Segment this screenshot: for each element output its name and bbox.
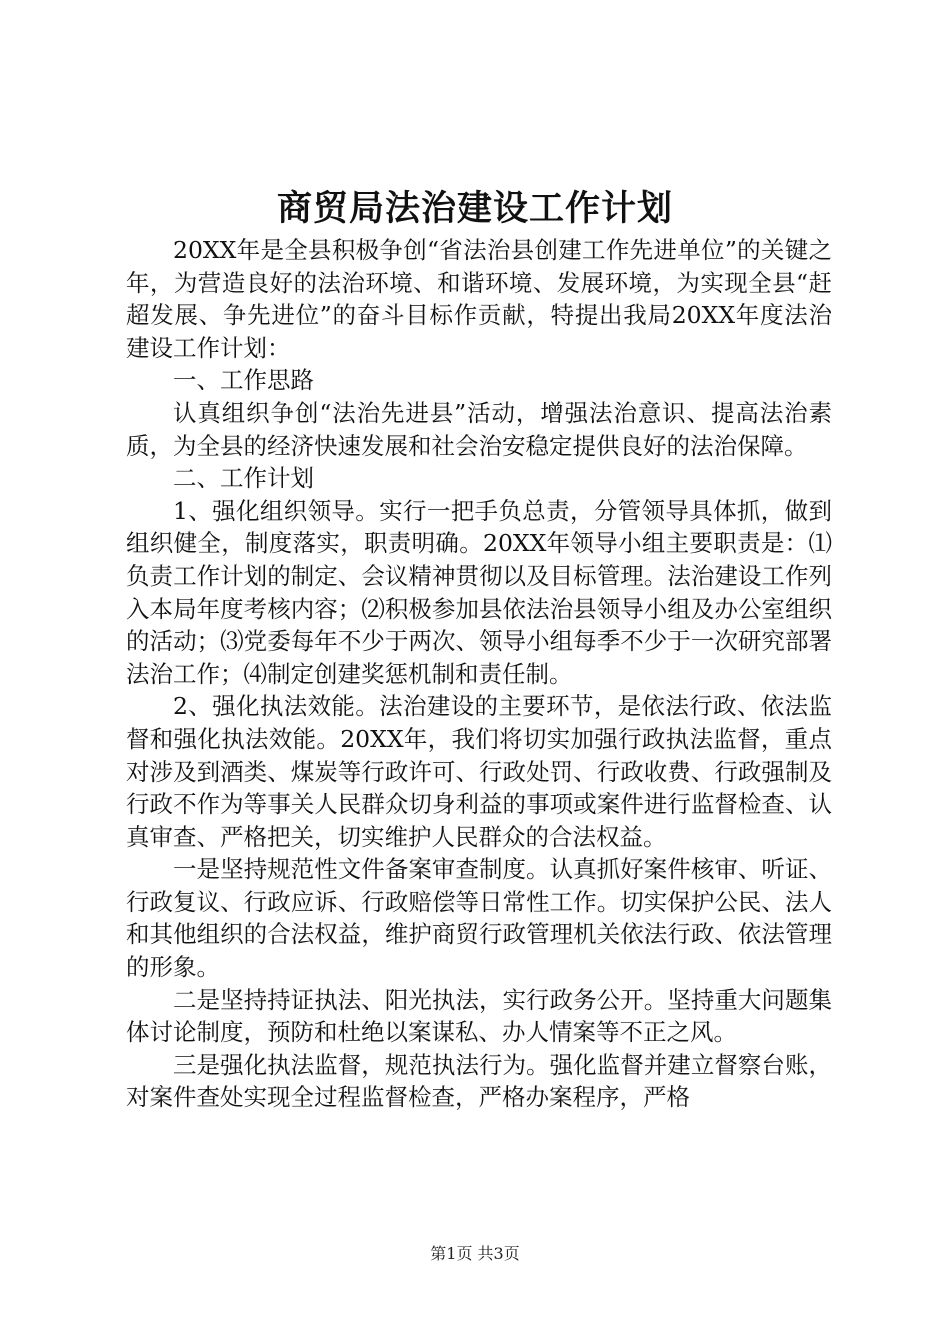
plan-item-organization: 1、强化组织领导。实行一把手负总责，分管领导具体抓，做到组织健全，制度落实，职责明确。20XX年领导小组主要职责是：⑴负责工作计划的制定、会议精神贯彻以及目标管理。法治建设工作列入本局年度考核内容；⑵积极参加县依法治县领导小组及办公室组织的活动；⑶党委每年不少于两次、领导小组每季不少于一次研究部署法治工作；⑷制定创建奖惩机制和责任制。 — [126, 496, 832, 688]
document-body — [126, 234, 832, 1114]
document-title: 商贸局法治建设工作计划 — [276, 188, 673, 229]
page-footer: 第1页 共3页 — [430, 1244, 520, 1263]
plan-subitem-three: 三是强化执法监督，规范执法行为。强化监督并建立督察台账，对案件查处实现全过程监督检查，严格办案程序，严格 — [126, 1050, 832, 1112]
plan-subitem-two: 二是坚持持证执法、阳光执法，实行政务公开。坚持重大问题集体讨论制度，预防和杜绝以案谋私、办人情案等不正之风。 — [126, 985, 832, 1047]
intro-paragraph: 20XX年是全县积极争创“省法治县创建工作先进单位”的关键之年，为营造良好的法治环境、和谐环境、发展环境，为实现全县“赶超发展、争先进位”的奋斗目标作贡献，特提出我局20XX年度法治建设工作计划： — [126, 236, 832, 362]
work-ideas-paragraph: 认真组织争创“法治先进县”活动，增强法治意识、提高法治素质，为全县的经济快速发展和社会治安稳定提供良好的法治保障。 — [126, 398, 832, 460]
plan-item-enforcement: 2、强化执法效能。法治建设的主要环节，是依法行政、依法监督和强化执法效能。20XX年，我们将切实加强行政执法监督，重点对涉及到酒类、煤炭等行政许可、行政处罚、行政收费、行政强制及行政不作为等事关人民群众切身利益的事项或案件进行监督检查、认真审查、严格把关，切实维护人民群众的合法权益。 — [126, 692, 832, 851]
plan-subitem-one: 一是坚持规范性文件备案审查制度。认真抓好案件核审、听证、行政复议、行政应诉、行政赔偿等日常性工作。切实保护公民、法人和其他组织的合法权益，维护商贸行政管理机关依法行政、依法管理的形象。 — [126, 855, 832, 982]
section-heading-work-ideas: 一、工作思路 — [173, 366, 314, 395]
section-heading-work-plan: 二、工作计划 — [173, 464, 314, 493]
